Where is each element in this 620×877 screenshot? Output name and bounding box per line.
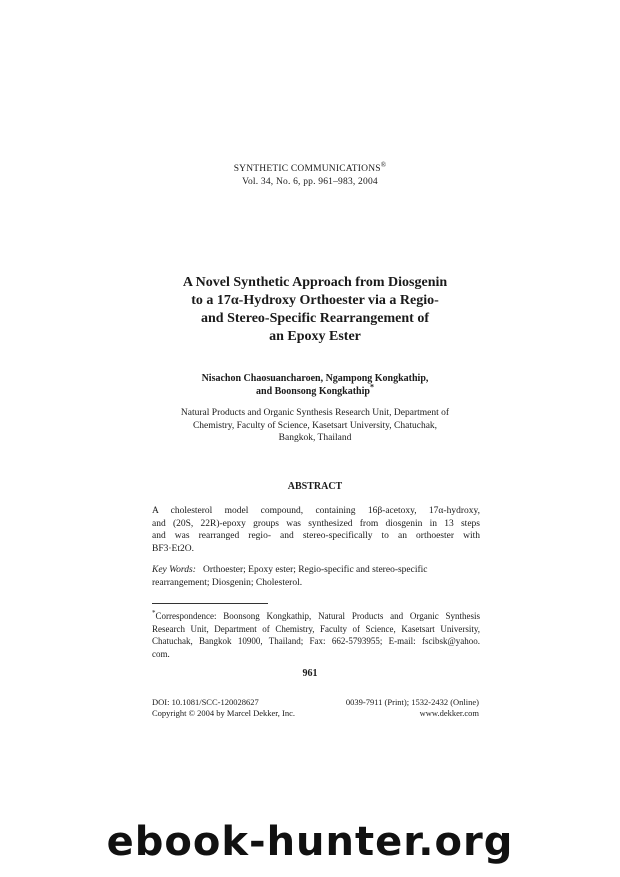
correspondence-footnote xyxy=(152,610,480,660)
abstract-line-4: BF3·Et2O. xyxy=(152,543,194,554)
copyright: Copyright © 2004 by Marcel Dekker, Inc. xyxy=(152,708,296,718)
publisher-website[interactable]: www.dekker.com xyxy=(419,708,479,718)
abstract-line-2: and (20S, 22R)-epoxy groups was synthesized from diosgenin in 13 steps xyxy=(152,518,480,529)
affiliation-line-2: Chemistry, Faculty of Science, Kasetsart University, Chatuchak, xyxy=(192,420,438,431)
title-line-4: an Epoxy Ester xyxy=(269,329,361,344)
affiliation-line-3: Bangkok, Thailand xyxy=(278,433,352,443)
abstract-line-3: and was rearranged regio- and stereo-specifically to an orthoester with xyxy=(152,531,480,541)
journal-header xyxy=(0,160,620,189)
footnote-line-1-wrap xyxy=(152,610,480,623)
footer-left xyxy=(152,697,295,719)
abstract-line-1: A cholesterol model compound, containing 16β-acetoxy, 17α-hydroxy, xyxy=(152,506,480,516)
footnote-mark: * xyxy=(152,609,156,617)
keywords-line-1: Orthoester; Epoxy ester; Regio-specific and stereo-specific xyxy=(203,565,428,575)
keywords xyxy=(152,564,480,589)
authors-line-1: Nisachon Chaosuancharoen, Ngampong Kongkathip, xyxy=(201,373,429,384)
paper-title xyxy=(150,274,480,346)
journal-name-line xyxy=(0,160,620,176)
keywords-line-2: rearrangement; Diosgenin; Cholesterol. xyxy=(152,577,303,588)
authors-line-2-wrap xyxy=(150,382,480,398)
journal-issue: Vol. 34, No. 6, pp. 961–983, 2004 xyxy=(242,177,378,187)
keywords-line-1-wrap xyxy=(152,564,480,577)
abstract-text xyxy=(152,505,480,555)
footnote-line-3: Chatuchak, Bangkok 10900, Thailand; Fax: 662-5793955; E-mail: fscibsk@yahoo. xyxy=(152,636,480,646)
doi: DOI: 10.1081/SCC-120028627 xyxy=(152,697,259,707)
affiliation-line-1: Natural Products and Organic Synthesis Research Unit, Department of xyxy=(180,408,450,418)
title-line-1: A Novel Synthetic Approach from Diosgenin xyxy=(182,275,448,290)
title-line-3: and Stereo-Specific Rearrangement of xyxy=(201,311,429,326)
registered-mark: ® xyxy=(380,160,387,169)
corresponding-author-mark: * xyxy=(369,382,374,392)
authors-line-2: and Boonsong Kongkathip xyxy=(256,386,370,397)
author-list xyxy=(150,372,480,398)
watermark: ebook-hunter.org xyxy=(106,819,514,865)
keywords-label: Key Words: xyxy=(152,565,196,575)
affiliation xyxy=(150,407,480,445)
footnote-divider xyxy=(152,603,268,604)
footnote-line-2: Research Unit, Department of Chemistry, Faculty of Science, Kasetsart University, xyxy=(152,623,480,634)
abstract-heading: ABSTRACT xyxy=(287,481,343,492)
title-line-2: to a 17α-Hydroxy Orthoester via a Regio- xyxy=(191,293,439,308)
page-number: 961 xyxy=(302,668,318,679)
footnote-line-4: com. xyxy=(152,648,170,659)
footer-right xyxy=(346,697,479,719)
issn: 0039-7911 (Print); 1532-2432 (Online) xyxy=(345,697,479,707)
journal-name: SYNTHETIC COMMUNICATIONS xyxy=(233,164,381,174)
footnote-line-1: Correspondence: Boonsong Kongkathip, Natural Products and Organic Synthesis xyxy=(155,611,480,621)
